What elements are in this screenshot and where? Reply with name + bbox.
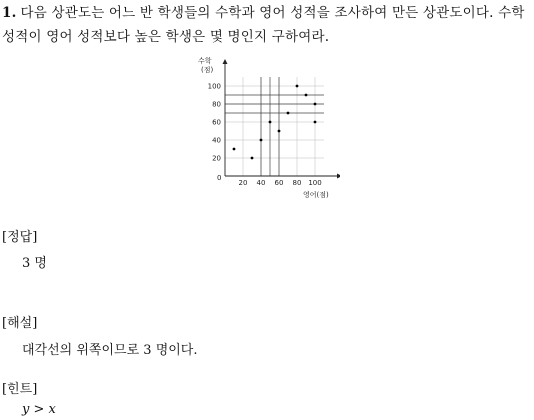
hint-text: y > x <box>22 402 56 417</box>
x-tick-label: 80 <box>292 179 302 187</box>
data-point <box>287 112 290 115</box>
chart-axes <box>223 59 341 179</box>
y-tick-label: 40 <box>212 136 221 145</box>
data-point <box>278 130 281 133</box>
x-tick-label: 20 <box>238 179 248 187</box>
x-axis-arrow <box>337 174 340 179</box>
problem-statement <box>2 1 532 49</box>
explanation-text: 대각선의 위쪽이므로 3 명이다. <box>22 343 198 358</box>
x-tick-label: 60 <box>274 179 284 187</box>
data-point <box>296 85 299 88</box>
data-point <box>260 139 263 142</box>
data-point <box>269 121 272 124</box>
y-tick-label: 60 <box>212 118 221 127</box>
y-tick-label: 80 <box>212 100 221 109</box>
explanation-label: [해설] <box>2 316 38 331</box>
scatter-chart <box>195 56 340 201</box>
x-tick-label: 40 <box>256 179 266 187</box>
data-point <box>314 103 317 106</box>
y-axis-label: 수학 <box>198 57 212 65</box>
data-point <box>314 121 317 124</box>
x-axis-label: 영어(점) <box>303 191 329 199</box>
answer-label: [정답] <box>2 230 38 245</box>
y-tick-label: 20 <box>212 154 221 163</box>
data-point <box>251 157 254 160</box>
problem-text: 다음 상관도는 어느 반 학생들의 수학과 영어 성적을 조사하여 만든 상관도이다. 수학 성적이 영어 성적보다 높은 학생은 몇 명인지 구하여라. <box>2 5 525 45</box>
x-tick-label: 100 <box>308 179 322 187</box>
y-tick-label: 100 <box>207 82 221 91</box>
y-axis-arrow <box>223 59 228 64</box>
problem-number: 1. <box>2 5 17 21</box>
answer-value: 3 명 <box>22 256 47 271</box>
data-point <box>233 148 236 151</box>
hint-label: [힌트] <box>2 382 38 397</box>
data-point <box>305 94 308 97</box>
y-axis-unit: (점) <box>201 66 214 74</box>
origin-label: 0 <box>217 174 222 182</box>
chart-grid <box>225 77 324 176</box>
